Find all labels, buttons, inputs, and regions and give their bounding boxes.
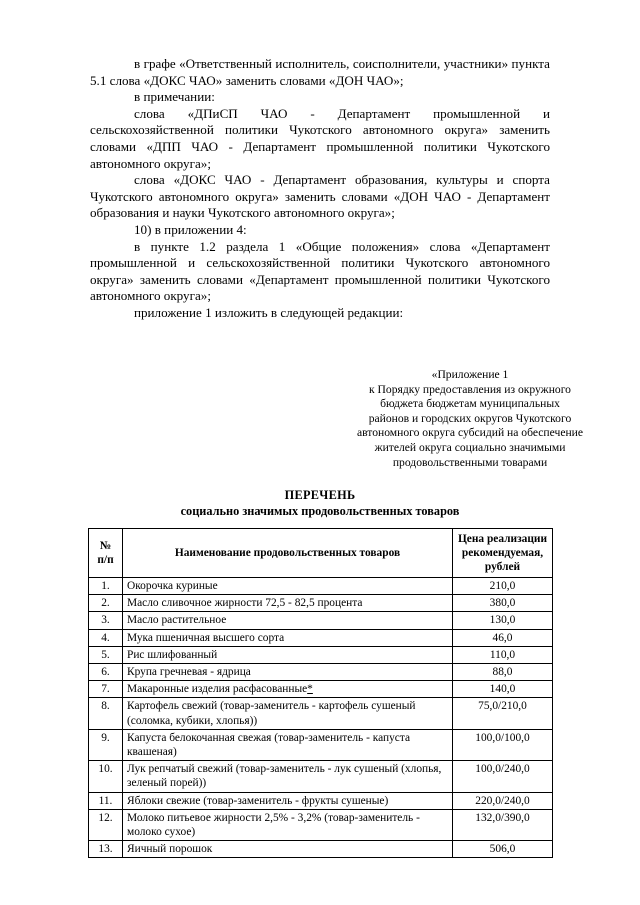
cell-number: 1.: [89, 578, 123, 595]
cell-price: 210,0: [453, 578, 553, 595]
cell-product-name: Яблоки свежие (товар-заменитель - фрукты сушеные): [123, 792, 453, 809]
cell-number: 11.: [89, 792, 123, 809]
cell-product-name: Макаронные изделия расфасованные*: [123, 681, 453, 698]
appendix-line-2: к Порядку предоставления из окружного: [369, 382, 571, 396]
cell-product-name: Молоко питьевое жирности 2,5% - 3,2% (товар-заменитель - молоко сухое): [123, 809, 453, 840]
table-row: [89, 729, 553, 760]
table-row: [89, 578, 553, 595]
page-title: ПЕРЕЧЕНЬ: [284, 488, 356, 502]
appendix-line-7: продовольственными товарами: [392, 455, 548, 469]
table-row: [89, 698, 553, 729]
column-header-price-line2: рекомендуемая,: [461, 547, 544, 559]
footnote-marker: *: [307, 683, 313, 696]
table-row: [89, 681, 553, 698]
cell-price: 110,0: [453, 646, 553, 663]
appendix-line-5: автономного округа субсидий на обеспечение: [356, 426, 584, 440]
cell-product-name: Окорочка куриные: [123, 578, 453, 595]
column-header-price-line1: Цена реализации: [457, 533, 548, 545]
cell-product-name: Лук репчатый свежий (товар-заменитель - лук сушеный (хлопья, зеленый порей)): [123, 761, 453, 792]
cell-price: 220,0/240,0: [453, 792, 553, 809]
cell-price: 75,0/210,0: [453, 698, 553, 729]
table-row: [89, 612, 553, 629]
paragraph-2: в примечании:: [134, 89, 215, 105]
table-row: [89, 761, 553, 792]
cell-number: 4.: [89, 629, 123, 646]
cell-price: 132,0/390,0: [453, 809, 553, 840]
cell-number: 7.: [89, 681, 123, 698]
paragraph-3: слова «ДПиСП ЧАО - Департамент промышленной и сельскохозяйственной политики Чукотского автономного округа» заменить словами «ДПП ЧАО - Департамент промышленной политики Чукотского автономного округа»;: [90, 105, 550, 171]
cell-price: 46,0: [453, 629, 553, 646]
cell-product-name: Яичный порошок: [123, 841, 453, 858]
paragraph-1: в графе «Ответственный исполнитель, соисполнители, участники» пункта 5.1 слова «ДОКС ЧАО» заменить словами «ДОН ЧАО»;: [90, 56, 550, 88]
cell-number: 13.: [89, 841, 123, 858]
paragraph-4: слова «ДОКС ЧАО - Департамент образования, культуры и спорта Чукотского автономного округа» заменить словами «ДОН ЧАО - Департамент образования и науки Чукотского автономного округа»;: [90, 172, 550, 221]
cell-price: 100,0/100,0: [453, 729, 553, 760]
cell-price: 88,0: [453, 664, 553, 681]
paragraph-6: в пункте 1.2 раздела 1 «Общие положения» слова «Департамент промышленной и сельскохозяйственной политики Чукотского автономного округа» заменить словами «Департамент промышленной политики Чукотского автономного округа»;: [90, 238, 550, 304]
page-subtitle: социально значимых продовольственных товаров: [180, 504, 460, 518]
cell-price: 506,0: [453, 841, 553, 858]
list-title-block: [0, 487, 640, 519]
cell-number: 3.: [89, 612, 123, 629]
cell-number: 12.: [89, 809, 123, 840]
table-row: [89, 809, 553, 840]
table-row: [89, 646, 553, 663]
cell-product-name: Крупа гречневая - ядрица: [123, 664, 453, 681]
appendix-line-3: бюджета бюджетам муниципальных: [380, 397, 560, 411]
column-header-price: [453, 529, 553, 578]
table-row: [89, 664, 553, 681]
column-header-number-line1: №: [99, 540, 112, 552]
column-header-name: Наименование продовольственных товаров: [123, 529, 453, 578]
cell-number: 9.: [89, 729, 123, 760]
cell-product-name: Картофель свежий (товар-заменитель - картофель сушеный (соломка, кубики, хлопья)): [123, 698, 453, 729]
cell-product-name: Капуста белокочанная свежая (товар-заменитель - капуста квашеная): [123, 729, 453, 760]
cell-number: 5.: [89, 646, 123, 663]
appendix-header-block: [300, 368, 640, 470]
appendix-line-1: «Приложение 1: [431, 368, 509, 381]
table-row: [89, 595, 553, 612]
table-row: [89, 841, 553, 858]
cell-price: 100,0/240,0: [453, 761, 553, 792]
column-header-number: [89, 529, 123, 578]
goods-price-table: [88, 528, 553, 858]
cell-price: 140,0: [453, 681, 553, 698]
cell-product-name: Масло сливочное жирности 72,5 - 82,5 процента: [123, 595, 453, 612]
cell-product-name: Рис шлифованный: [123, 646, 453, 663]
cell-product-name: Мука пшеничная высшего сорта: [123, 629, 453, 646]
appendix-line-4: районов и городских округов Чукотского: [368, 411, 572, 425]
cell-number: 2.: [89, 595, 123, 612]
column-header-price-line3: рублей: [484, 561, 521, 573]
table-row: [89, 792, 553, 809]
appendix-line-6: жителей округа социально значимыми: [374, 440, 566, 454]
cell-number: 10.: [89, 761, 123, 792]
paragraph-7: приложение 1 изложить в следующей редакции:: [134, 304, 404, 320]
cell-number: 8.: [89, 698, 123, 729]
table-header-row: [89, 529, 553, 578]
column-header-number-line2: п/п: [97, 554, 114, 566]
table-body: [89, 578, 553, 858]
paragraph-5: 10) в приложении 4:: [134, 221, 247, 237]
body-text-block: [90, 56, 550, 322]
table-row: [89, 629, 553, 646]
cell-price: 380,0: [453, 595, 553, 612]
cell-price: 130,0: [453, 612, 553, 629]
cell-number: 6.: [89, 664, 123, 681]
cell-product-name: Масло растительное: [123, 612, 453, 629]
